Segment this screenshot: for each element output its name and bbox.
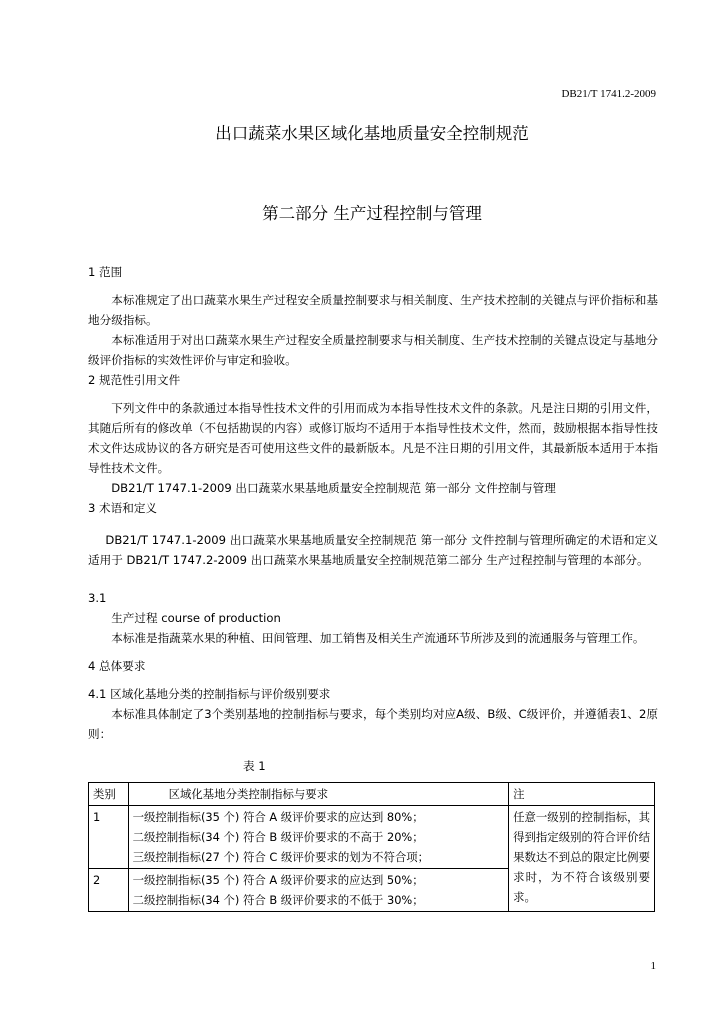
requirement-item: 二级控制指标(34 个) 符合 B 级评价要求的不低于 30%； (132, 893, 424, 907)
table-header-row (89, 783, 655, 806)
requirements-table (88, 782, 655, 912)
requirements-cell (128, 869, 508, 912)
requirement-item: 二级控制指标(34 个) 符合 B 级评价要求的不高于 20%； (132, 830, 424, 844)
note-cell: 任意一级别的控制指标，其得到指定级别的符合评价结果数达不到总的限定比例要求时，为不符合该级别要求。 (509, 806, 655, 912)
table-header-cell: 注 (509, 783, 655, 806)
paragraph: 本标准具体制定了3个类别基地的控制指标与要求，每个类别均对应A级、B级、C级评价，并遵循表1、2原则： (88, 707, 658, 741)
section-heading: 3 术语和定义 (88, 501, 158, 515)
paragraph: DB21/T 1747.1-2009 出口蔬菜水果基地质量安全控制规范 第一部分 文件控制与管理所确定的术语和定义适用于 DB21/T 1747.2-2009 出口蔬菜水果基地质量安全控制规范第二部分 生产过程控制与管理的本部分。 (88, 533, 658, 567)
section-heading: 4 总体要求 (88, 659, 146, 673)
table-caption: 表 1 (243, 759, 266, 773)
table-header-cell: 类别 (89, 783, 129, 806)
subsection-number: 3.1 (88, 591, 107, 605)
document-body (88, 262, 658, 912)
paragraph: 本标准规定了出口蔬菜水果生产过程安全质量控制要求与相关制度、生产技术控制的关键点与评价指标和基地分级指标。 (88, 293, 658, 327)
document-title: 出口蔬菜水果区域化基地质量安全控制规范 (215, 124, 529, 143)
paragraph: 下列文件中的条款通过本指导性技术文件的引用而成为本指导性技术文件的条款。凡是注日期的引用文件，其随后所有的修改单（不包括勘误的内容）或修订版均不适用于本指导性技术文件，然而，鼓励根据本指导性技术文件达成协议的各方研究是否可使用这些文件的最新版本。凡是不注日期的引用文件，其最新版本适用于本指导性技术文件。 (88, 401, 658, 475)
category-cell: 2 (89, 869, 129, 912)
requirement-item: 三级控制指标(27 个) 符合 C 级评价要求的划为不符合项； (132, 850, 430, 864)
standard-code: DB21/T 1741.2-2009 (561, 88, 656, 100)
part-title: 第二部分 生产过程控制与管理 (262, 204, 482, 223)
subsection-heading: 4.1 区域化基地分类的控制指标与评价级别要求 (88, 687, 331, 701)
requirements-cell (128, 806, 508, 869)
paragraph: 本标准适用于对出口蔬菜水果生产过程安全质量控制要求与相关制度、生产技术控制的关键点设定与基地分级评价指标的实效性评价与审定和验收。 (88, 333, 658, 367)
category-cell: 1 (89, 806, 129, 869)
requirement-item: 一级控制指标(35 个) 符合 A 级评价要求的应达到 80%； (132, 810, 424, 824)
term-definition: 本标准是指蔬菜水果的种植、田间管理、加工销售及相关生产流通环节所涉及到的流通服务与管理工作。 (111, 631, 645, 645)
page-number: 1 (650, 960, 656, 972)
table-row (89, 806, 655, 869)
normative-reference: DB21/T 1747.1-2009 出口蔬菜水果基地质量安全控制规范 第一部分 文件控制与管理 (111, 481, 556, 495)
section-heading: 2 规范性引用文件 (88, 373, 181, 387)
requirement-item: 一级控制指标(35 个) 符合 A 级评价要求的应达到 50%； (132, 873, 424, 887)
term-entry: 生产过程 course of production (111, 611, 281, 625)
section-heading: 1 范围 (88, 265, 123, 279)
table-header-cell: 区域化基地分类控制指标与要求 (128, 783, 508, 806)
